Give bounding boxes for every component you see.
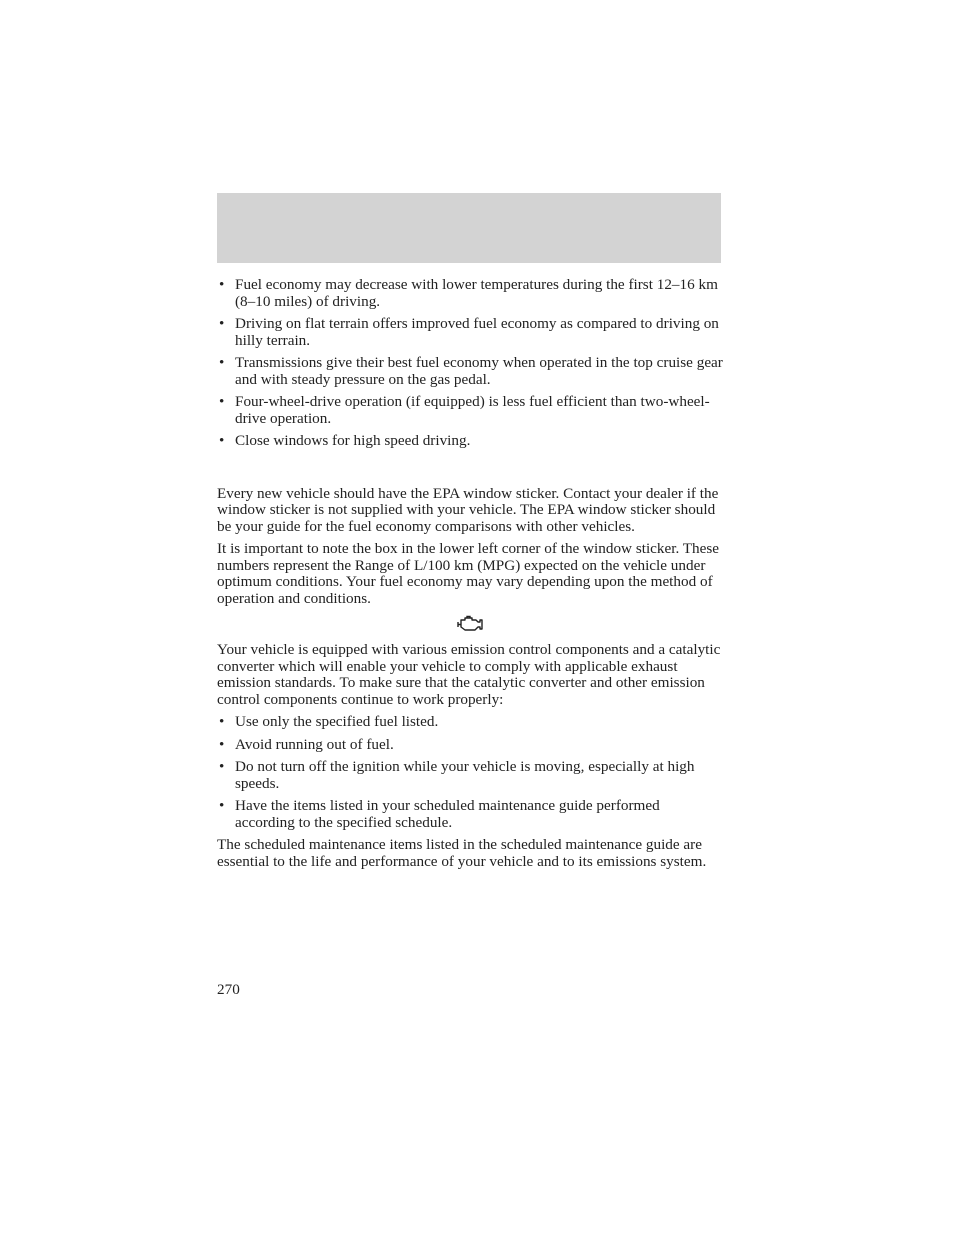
bullet-marker: • [219, 797, 225, 814]
section-gap [217, 456, 723, 486]
list-item: • Use only the specified fuel listed. [219, 713, 439, 730]
page-number: 270 [217, 981, 240, 998]
list-item: • Close windows for high speed driving. [219, 432, 471, 449]
bullet-marker: • [219, 432, 225, 449]
bullet-marker: • [219, 354, 225, 371]
list-item: • Driving on flat terrain offers improved fuel economy as compared to driving on hilly terrain. [219, 315, 719, 349]
fuel-tips-list [217, 277, 723, 450]
list-item: • Transmissions give their best fuel economy when operated in the top cruise gear and with steady pressure on the gas pedal. [219, 354, 723, 388]
bullet-marker: • [219, 735, 225, 753]
list-item: • Fuel economy may decrease with lower temperatures during the first 12–16 km (8–10 miles) of driving. [219, 276, 718, 310]
page-content [217, 277, 723, 876]
list-item: • Four-wheel-drive operation (if equipped) is less fuel efficient than two-wheel-drive operation. [219, 393, 710, 427]
emission-closing: The scheduled maintenance items listed in the scheduled maintenance guide are essential to the life and performance of your vehicle and to its emissions system. [217, 836, 707, 870]
list-item: • Avoid running out of fuel. [219, 735, 394, 753]
emission-icon-row [217, 614, 723, 636]
bullet-marker: • [219, 393, 225, 410]
bullet-marker: • [219, 758, 225, 775]
epa-paragraph: It is important to note the box in the lower left corner of the window sticker. These numbers represent the Range of L/100 km (MPG) expected on the vehicle under optimum conditions. Your fuel economy may vary depending upon the method of operation and conditions. [217, 540, 720, 607]
section-header-band [217, 193, 721, 263]
emission-intro: Your vehicle is equipped with various emission control components and a catalytic converter which will enable your vehicle to comply with applicable exhaust emission standards. To make sure that the catalytic converter and other emission control components continue to work properly: [217, 641, 721, 708]
engine-icon [455, 614, 485, 634]
emission-tips-list [217, 714, 723, 831]
epa-paragraph: Every new vehicle should have the EPA window sticker. Contact your dealer if the window sticker is not supplied with your vehicle. The EPA window sticker should be your guide for the fuel economy comparisons with other vehicles. [217, 484, 719, 535]
bullet-marker: • [219, 276, 225, 293]
bullet-marker: • [219, 713, 225, 730]
bullet-marker: • [219, 315, 225, 332]
list-item: • Have the items listed in your scheduled maintenance guide performed according to the specified schedule. [219, 797, 660, 831]
list-item: • Do not turn off the ignition while your vehicle is moving, especially at high speeds. [219, 758, 695, 792]
